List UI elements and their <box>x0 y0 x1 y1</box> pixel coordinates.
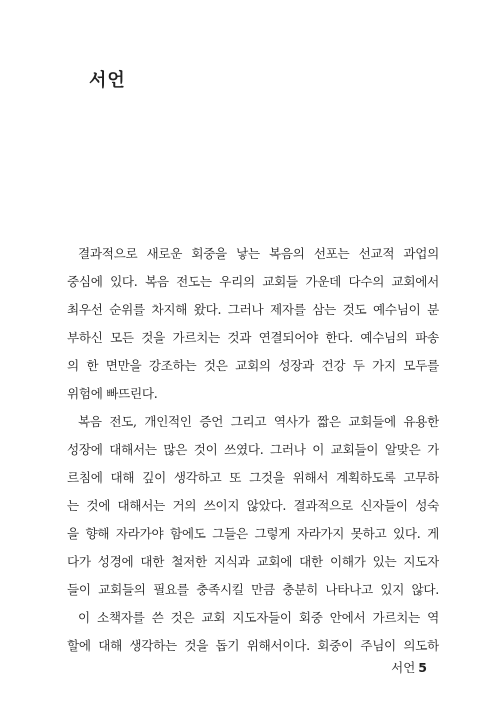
text-line: 중심에 있다. 복음 전도는 우리의 교회들 가운데 다수의 교회에서 <box>67 274 439 289</box>
text-line: 결과적으로 새로운 회중을 낳는 복음의 선포는 선교적 과업의 <box>78 246 439 261</box>
page-footer <box>391 658 427 676</box>
text-line: 성장에 대해서는 많은 것이 쓰였다. 그러나 이 교회들이 알맞은 가 <box>67 442 439 457</box>
body-text <box>67 240 439 660</box>
page-number: 5 <box>418 660 427 675</box>
text-line: 위험에 빠뜨린다. <box>67 386 158 401</box>
text-line: 다가 성경에 대한 철저한 지식과 교회에 대한 이해가 있는 지도자 <box>67 554 439 569</box>
text-line: 할에 대해 생각하는 것을 돕기 위해서이다. 회중이 주님이 의도하 <box>67 638 439 653</box>
text-line: 이 소책자를 쓴 것은 교회 지도자들이 회중 안에서 가르치는 역 <box>78 610 439 625</box>
chapter-title: 서언 <box>89 70 126 91</box>
text-line: 의 한 면만을 강조하는 것은 교회의 성장과 건강 두 가지 모두를 <box>67 358 439 373</box>
text-line: 르침에 대해 깊이 생각하고 또 그것을 위해서 계획하도록 고무하 <box>67 470 439 485</box>
text-line: 들이 교회들의 필요를 충족시킬 만큼 충분히 나타나고 있지 않다. <box>67 582 439 597</box>
text-line: 을 향해 자라가야 함에도 그들은 그렇게 자라가지 못하고 있다. 게 <box>67 526 439 541</box>
running-footer-section: 서언 <box>391 660 416 675</box>
text-line: 는 것에 대해서는 거의 쓰이지 않았다. 결과적으로 신자들이 성숙 <box>67 498 439 513</box>
text-line: 최우선 순위를 차지해 왔다. 그러나 제자를 삼는 것도 예수님이 분 <box>67 302 439 317</box>
text-line: 부하신 모든 것을 가르치는 것과 연결되어야 한다. 예수님의 파송 <box>67 330 439 345</box>
text-line: 복음 전도, 개인적인 증언 그리고 역사가 짧은 교회들에 유용한 <box>78 414 439 429</box>
